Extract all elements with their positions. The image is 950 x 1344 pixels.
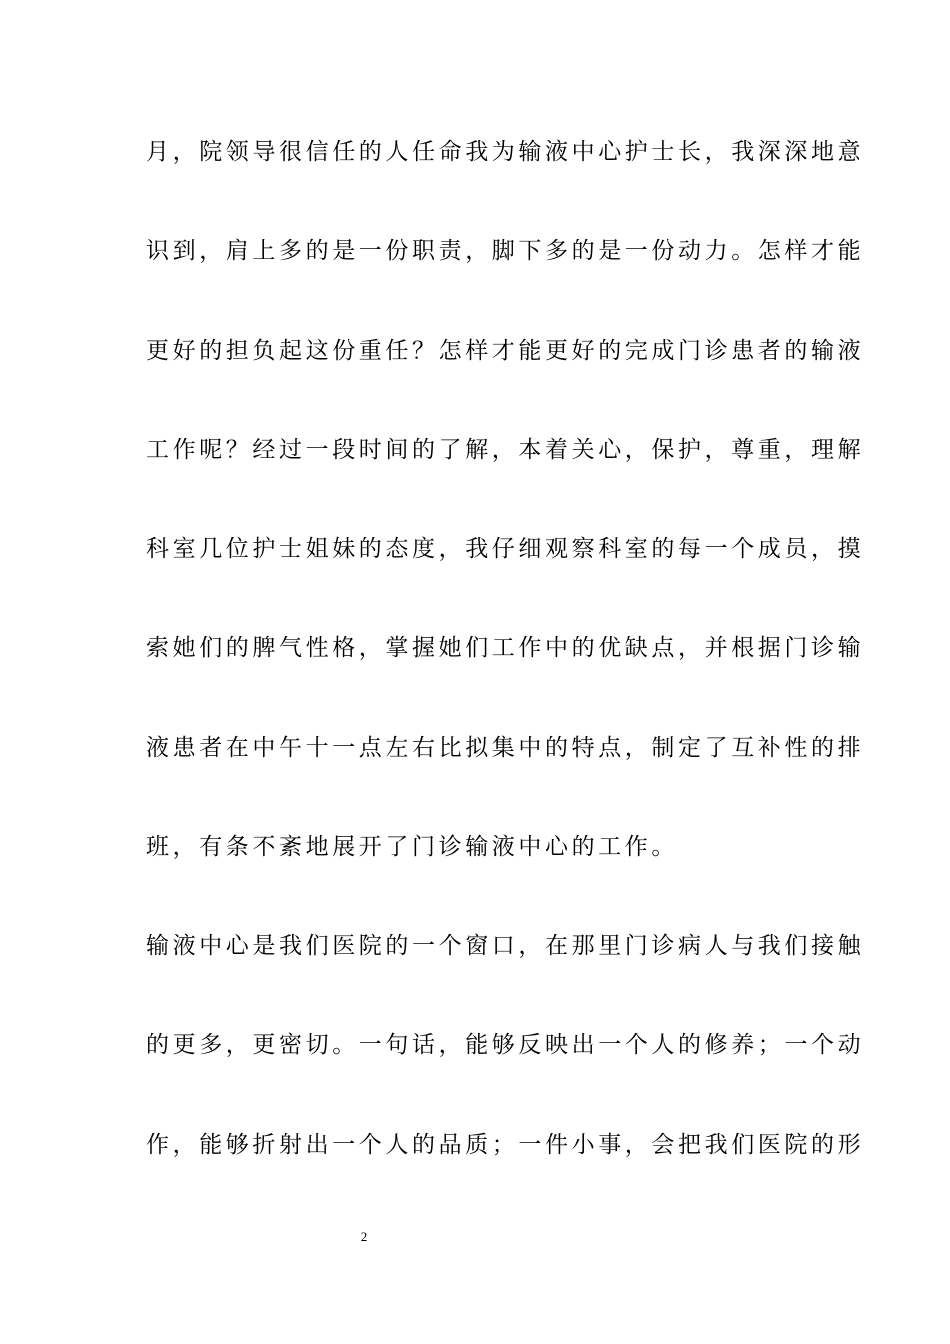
- paragraph-1-line-1: 月，院领导很信任的人任命我为输液中心护士长，我深深地意: [146, 139, 865, 165]
- paragraph-1-line-2: 识到，肩上多的是一份职责，脚下多的是一份动力。怎样才能: [146, 238, 865, 264]
- paragraph-1-line-8: 班，有条不紊地展开了门诊输液中心的工作。: [146, 834, 678, 860]
- paragraph-1-line-3: 更好的担负起这份重任？怎样才能更好的完成门诊患者的输液: [146, 338, 865, 364]
- paragraph-2-line-1: 输液中心是我们医院的一个窗口，在那里门诊病人与我们接触: [146, 933, 865, 959]
- paragraph-2-line-2: 的更多，更密切。一句话，能够反映出一个人的修养；一个动: [146, 1032, 865, 1058]
- paragraph-1-line-4: 工作呢？经过一段时间的了解，本着关心，保护，尊重，理解: [146, 437, 865, 463]
- paragraph-1-line-6: 索她们的脾气性格，掌握她们工作中的优缺点，并根据门诊输: [146, 635, 865, 661]
- paragraph-2-line-3: 作，能够折射出一个人的品质；一件小事，会把我们医院的形: [146, 1132, 865, 1158]
- paragraph-1-line-5: 科室几位护士姐妹的态度，我仔细观察科室的每一个成员，摸: [146, 536, 865, 562]
- page-number: 2: [360, 1229, 368, 1244]
- paragraph-1-line-7: 液患者在中午十一点左右比拟集中的特点，制定了互补性的排: [146, 735, 865, 761]
